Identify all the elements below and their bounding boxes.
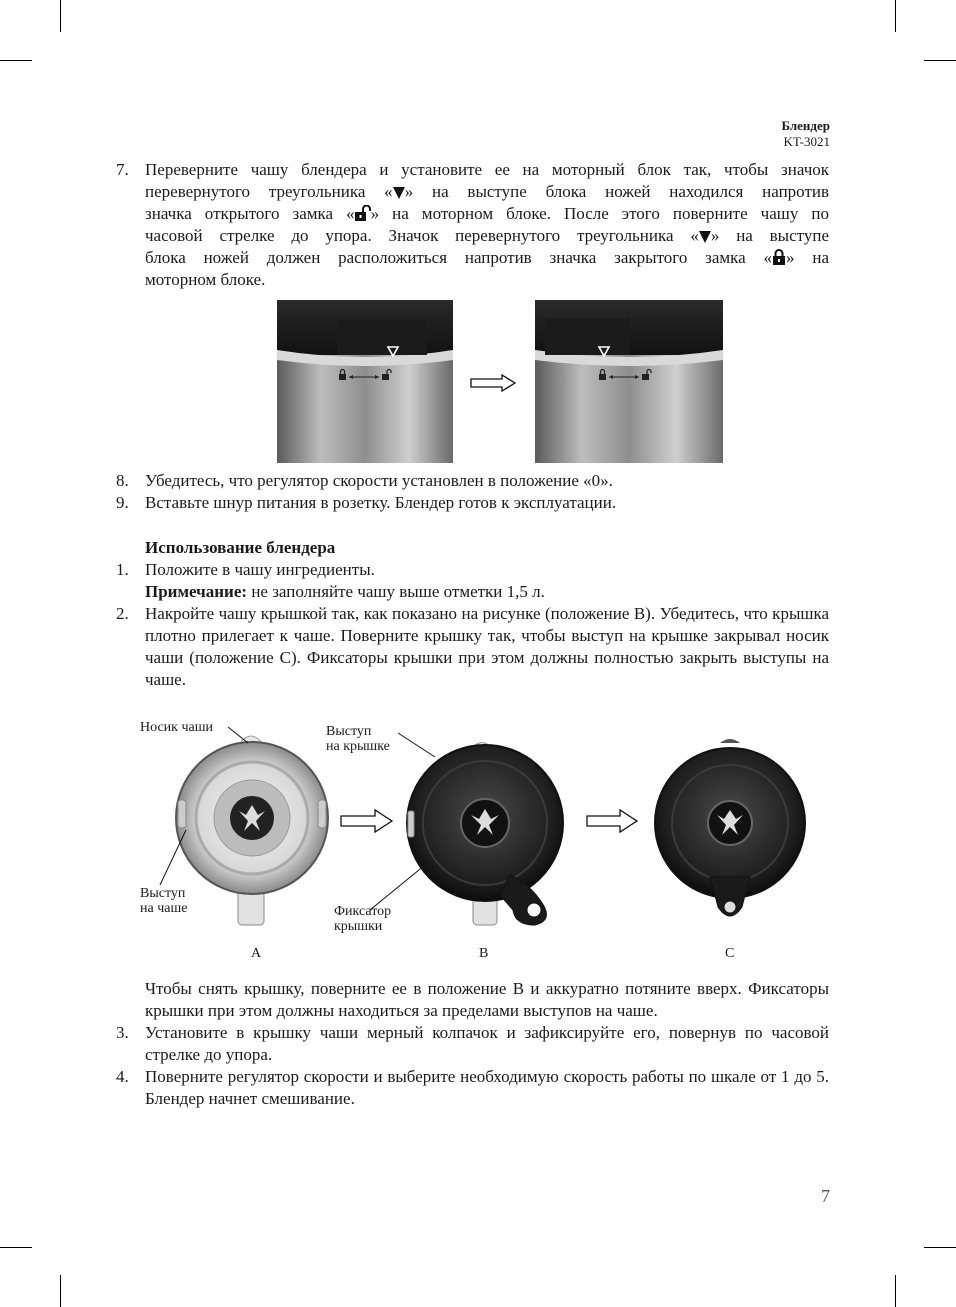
crop-mark: [60, 0, 61, 32]
crop-mark: [924, 60, 956, 61]
position-label-b: В: [479, 946, 489, 961]
step-9-text: Вставьте шнур питания в розетку. Блендер готов к эксплуатации.: [145, 493, 617, 512]
header-model: KT-3021: [783, 134, 830, 149]
label-bowl-tab: Выступ на чаше: [140, 886, 188, 916]
step-8-number: 8.: [116, 471, 129, 490]
bowl-position-a: [176, 736, 328, 925]
leader-line: [228, 727, 248, 743]
step-1-text: Положите в чашу ингредиенты.: [145, 560, 375, 579]
unlock-icon: [355, 205, 371, 221]
header-title: Блендер: [781, 118, 830, 133]
photo-unlocked-position: [277, 300, 453, 463]
step-7-number: 7.: [116, 160, 129, 179]
remove-lid-text: Чтобы снять крышку, поверните ее в положение В и аккуратно потяните вверх. Фиксаторы крышки при этом должны находиться за пределами выступов на чаше.: [145, 979, 829, 1020]
step-4-number: 4.: [116, 1067, 129, 1086]
bowl-position-b: [407, 743, 563, 926]
step-4-text: Поверните регулятор скорости и выберите необходимую скорость работы по шкале от 1 до 5. Блендер начнет смешивание.: [145, 1067, 829, 1108]
position-label-a: А: [251, 946, 262, 961]
triangle-down-icon: [393, 186, 405, 199]
crop-mark: [0, 60, 32, 61]
unlock-mark-icon: [382, 374, 389, 380]
note-text: не заполняйте чашу выше отметки 1,5 л.: [247, 582, 545, 601]
step-2-text: Накройте чашу крышкой так, как показано на рисунке (положение В). Убедитесь, что крышка плотно прилегает к чаше. Поверните крышку так, чтобы выступ на крышке закрывал носик чаши (положение С). Фиксаторы крышки при этом должны полностью закрыть выступы на чаше.: [145, 604, 829, 689]
step-8-text: Убедитесь, что регулятор скорости установлен в положение «0».: [145, 471, 613, 490]
crop-mark: [895, 1275, 896, 1307]
step-1-number: 1.: [116, 560, 129, 579]
step-7-text: Переверните чашу блендера и установите ее на моторный блок так, чтобы значок перевернутого треугольника « » на выступе блока ножей находился напротив значка открытого замка « » на моторном блоке. После этого поверните чашу по часовой стрелке до упора. Значок перевернутого треугольника « » на выступе блока ножей должен расположиться напротив значка закрытого замка « » на моторном блоке.: [145, 160, 830, 289]
crop-mark: [924, 1247, 956, 1248]
crop-mark: [0, 1247, 32, 1248]
crop-mark: [60, 1275, 61, 1307]
lock-mark-icon: [599, 374, 606, 380]
lock-icon: [772, 249, 786, 265]
step-3-text: Установите в крышку чаши мерный колпачок и зафиксируйте его, повернув по часовой стрелке до упора.: [145, 1023, 829, 1064]
arrow-right-icon: [470, 374, 516, 392]
arrow-right-icon: [587, 810, 637, 832]
triangle-down-icon: [699, 230, 711, 243]
unlock-mark-icon: [642, 374, 649, 380]
leader-line: [160, 830, 186, 885]
lock-mark-icon: [339, 374, 346, 380]
crop-mark: [895, 0, 896, 32]
section-heading: Использование блендера: [145, 538, 336, 557]
step-3-number: 3.: [116, 1023, 129, 1042]
lid-position-diagram: [130, 715, 830, 955]
leader-line: [398, 733, 435, 757]
arrow-right-icon: [341, 810, 392, 832]
step-9-number: 9.: [116, 493, 129, 512]
page-number: 7: [821, 1186, 830, 1206]
page-header: [781, 118, 830, 150]
step-2-number: 2.: [116, 604, 129, 623]
note-label: Примечание:: [145, 582, 248, 601]
label-lid-latch: Фиксатор крышки: [334, 904, 392, 934]
label-spout: Носик чаши: [140, 720, 213, 735]
position-label-c: С: [725, 946, 735, 961]
note: [145, 581, 829, 603]
photo-locked-position: [535, 300, 723, 463]
bowl-position-c: [655, 739, 805, 916]
label-lid-tab: Выступ на крышке: [326, 724, 390, 754]
